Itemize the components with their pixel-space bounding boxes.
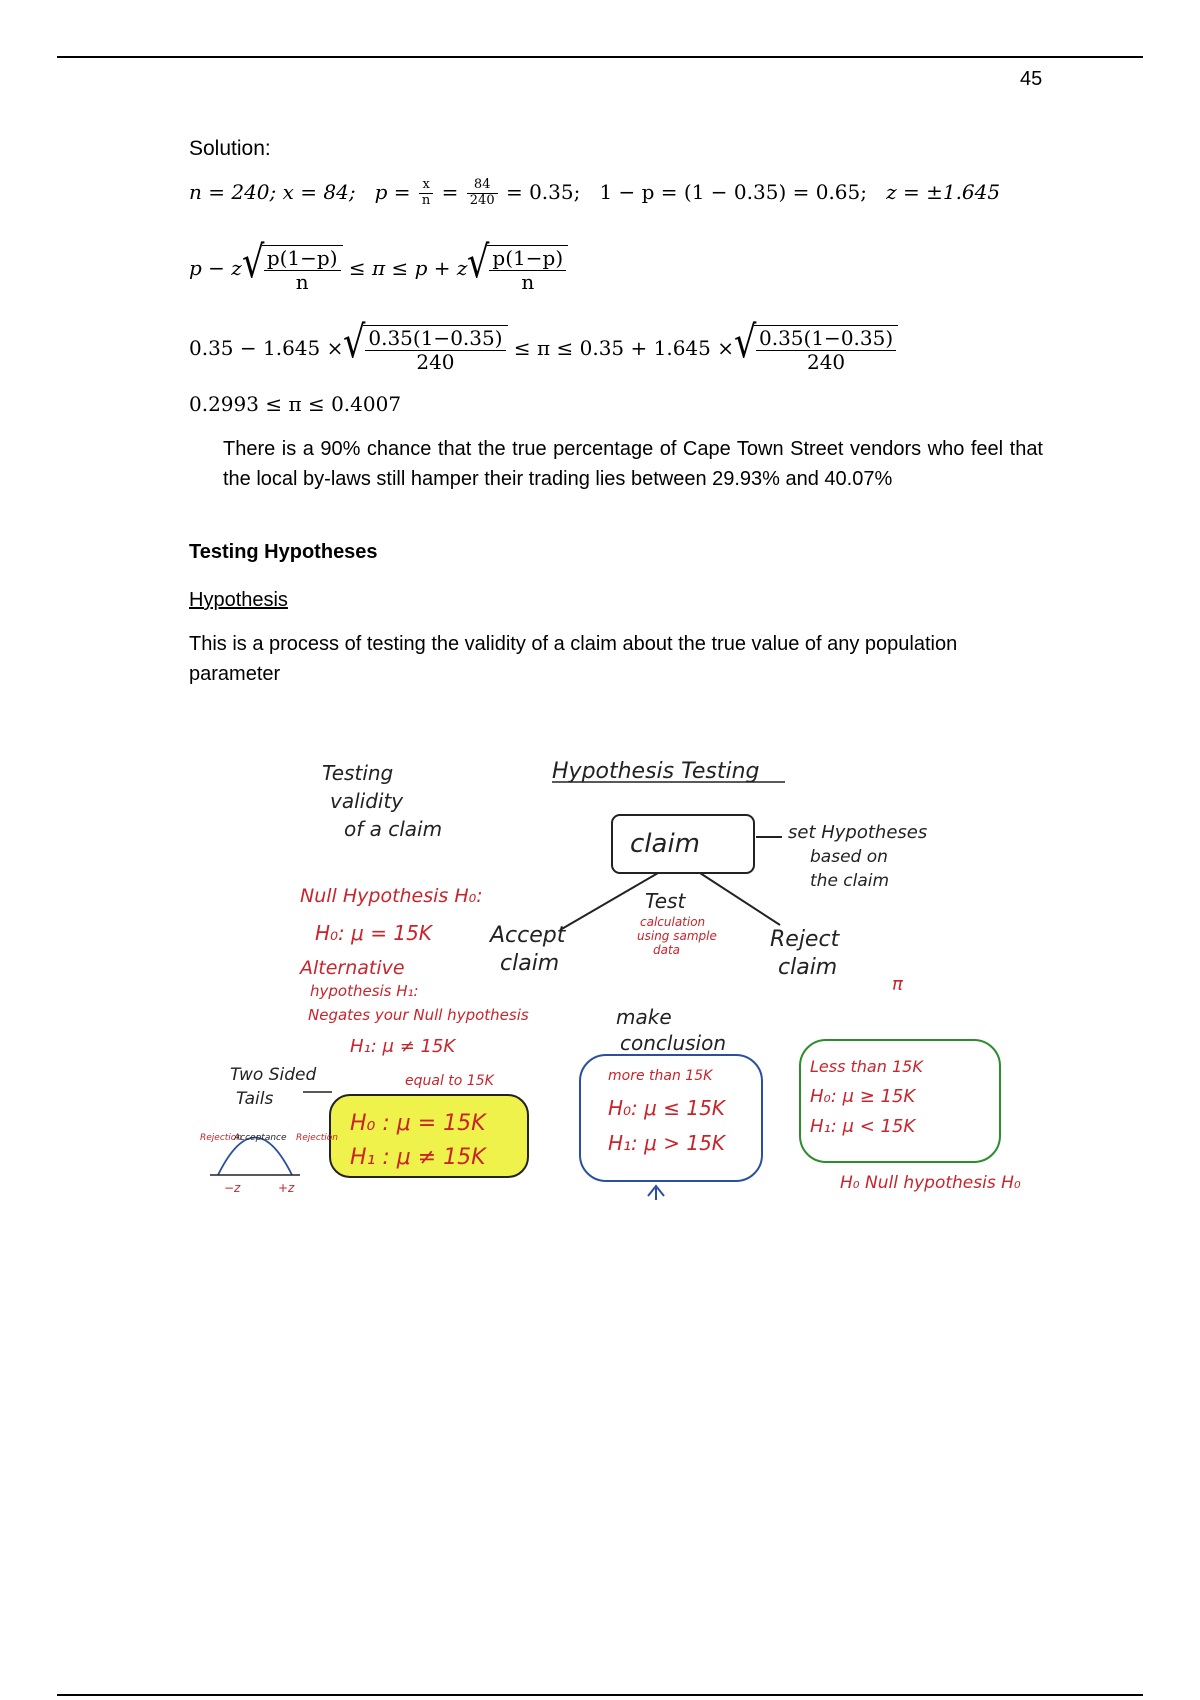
svg-text:data: data — [653, 943, 681, 957]
svg-text:−z: −z — [224, 1181, 241, 1195]
page-number: 45 — [1020, 68, 1043, 90]
svg-text:set Hypotheses: set Hypotheses — [788, 822, 928, 843]
svg-text:Rejection: Rejection — [296, 1133, 339, 1143]
svg-text:claim: claim — [500, 951, 560, 976]
sqrt-numeric-right: √ $\frac{0.35(1-0.35)}{240}$ — [734, 325, 898, 374]
null-hypothesis-label: Null Hypothesis H₀: — [300, 885, 483, 907]
svg-text:the claim: the claim — [810, 871, 890, 891]
svg-text:+z: +z — [278, 1181, 295, 1195]
svg-text:Accept: Accept — [490, 923, 566, 948]
svg-text:Less than 15K: Less than 15K — [810, 1057, 923, 1076]
svg-text:H₁: μ > 15K: H₁: μ > 15K — [608, 1131, 725, 1155]
yellow-box-h0: H₀ : μ = 15K — [350, 1111, 486, 1136]
fraction-84-over-240: $\frac{84}{240}$ — [467, 178, 498, 209]
svg-text:claim: claim — [778, 955, 838, 980]
sqrt-general-left: √ $\frac{p(1-p)}{n}$ — [242, 245, 343, 294]
branch-reject — [700, 873, 780, 925]
sketch-footer-note: H₀ Null hypothesis H₀ — [840, 1173, 1021, 1193]
svg-text:equal to 15K: equal to 15K — [405, 1073, 494, 1089]
fraction-x-over-n: $\frac{x}{n}$ — [419, 178, 433, 209]
sample-definition: n = 240; x = 84; — [189, 179, 356, 204]
svg-text:calculation: calculation — [640, 915, 706, 929]
interpretation-paragraph: There is a 90% chance that the true percentage of Cape Town Street vendors who feel that the local by-laws still hamper their trading lies between 29.93% and 40.07% — [223, 438, 1043, 490]
sqrt-general-right: √ $\frac{p(1-p)}{n}$ — [467, 245, 568, 294]
yellow-box-h1: H₁ : μ ≠ 15K — [350, 1145, 486, 1170]
bell-curve — [218, 1138, 292, 1176]
svg-text:H₀: μ ≤ 15K: H₀: μ ≤ 15K — [608, 1096, 725, 1120]
hypothesis-definition: This is a process of testing the validity of a claim about the true value of any population parameter — [189, 633, 958, 685]
confidence-interval-result: 0.2993 ≤ π ≤ 0.4007 — [189, 392, 402, 416]
svg-text:Test: Test — [645, 889, 686, 913]
solution-label: Solution: — [189, 137, 271, 160]
h0-example: H₀: μ = 15K — [315, 921, 432, 945]
svg-text:make: make — [616, 1005, 672, 1029]
svg-text:hypothesis H₁:: hypothesis H₁: — [310, 982, 419, 1000]
claim-label: claim — [630, 829, 701, 859]
svg-text:validity: validity — [330, 789, 404, 813]
subheading-hypothesis: Hypothesis — [189, 589, 288, 611]
section-heading: Testing Hypotheses — [189, 541, 378, 563]
svg-text:Testing: Testing — [322, 761, 394, 785]
svg-text:based on: based on — [810, 847, 888, 867]
svg-text:more than 15K: more than 15K — [608, 1068, 713, 1084]
svg-text:Acceptance: Acceptance — [234, 1133, 287, 1143]
svg-text:H₀: μ ≥ 15K: H₀: μ ≥ 15K — [810, 1086, 916, 1107]
top-rule — [57, 56, 1143, 58]
sqrt-numeric-left: √ $\frac{0.35(1-0.35)}{240}$ — [343, 325, 507, 374]
h1-example: H₁: μ ≠ 15K — [350, 1036, 456, 1057]
svg-text:π: π — [892, 974, 903, 995]
svg-text:Alternative: Alternative — [300, 957, 405, 979]
bottom-rule — [57, 1694, 1143, 1696]
sketch-title: Hypothesis Testing — [552, 759, 760, 784]
solution-line-3: 0.35 − 1.645 × √ $\frac{0.35(1-0.35)}{240}$ ≤ π ≤ 0.35 + 1.645 × √ $\frac{0.35(1-0.35)}{240}$ — [189, 325, 898, 374]
svg-text:H₁: μ < 15K: H₁: μ < 15K — [810, 1116, 916, 1137]
p-symbol: p = — [374, 179, 411, 204]
p-value: = 0.35; — [505, 179, 581, 204]
svg-text:Reject: Reject — [770, 927, 840, 952]
svg-text:Rejection: Rejection — [200, 1133, 243, 1143]
svg-text:using sample: using sample — [637, 929, 717, 943]
svg-text:Negates your Null hypothesis: Negates your Null hypothesis — [308, 1006, 529, 1024]
solution-line-1: n = 240; x = 84; p = $\frac{x}{n}$ = $\frac{84}{240}$ = 0.35; 1 − p = (1 − 0.35) = 0.65; z = ±1.645 — [189, 177, 1001, 208]
solution-line-2: p − z √ $\frac{p(1-p)}{n}$ ≤ π ≤ p + z √ $\frac{p(1-p)}{n}$ — [189, 245, 568, 294]
svg-text:conclusion: conclusion — [620, 1031, 727, 1055]
complement-value: 1 − p = (1 − 0.35) = 0.65; — [599, 179, 867, 204]
svg-text:Two Sided: Two Sided — [230, 1065, 317, 1085]
hypothesis-testing-sketch — [200, 740, 1080, 1200]
z-value: z = ±1.645 — [886, 179, 1001, 204]
svg-text:Tails: Tails — [236, 1089, 274, 1109]
svg-text:of a claim: of a claim — [344, 817, 443, 841]
